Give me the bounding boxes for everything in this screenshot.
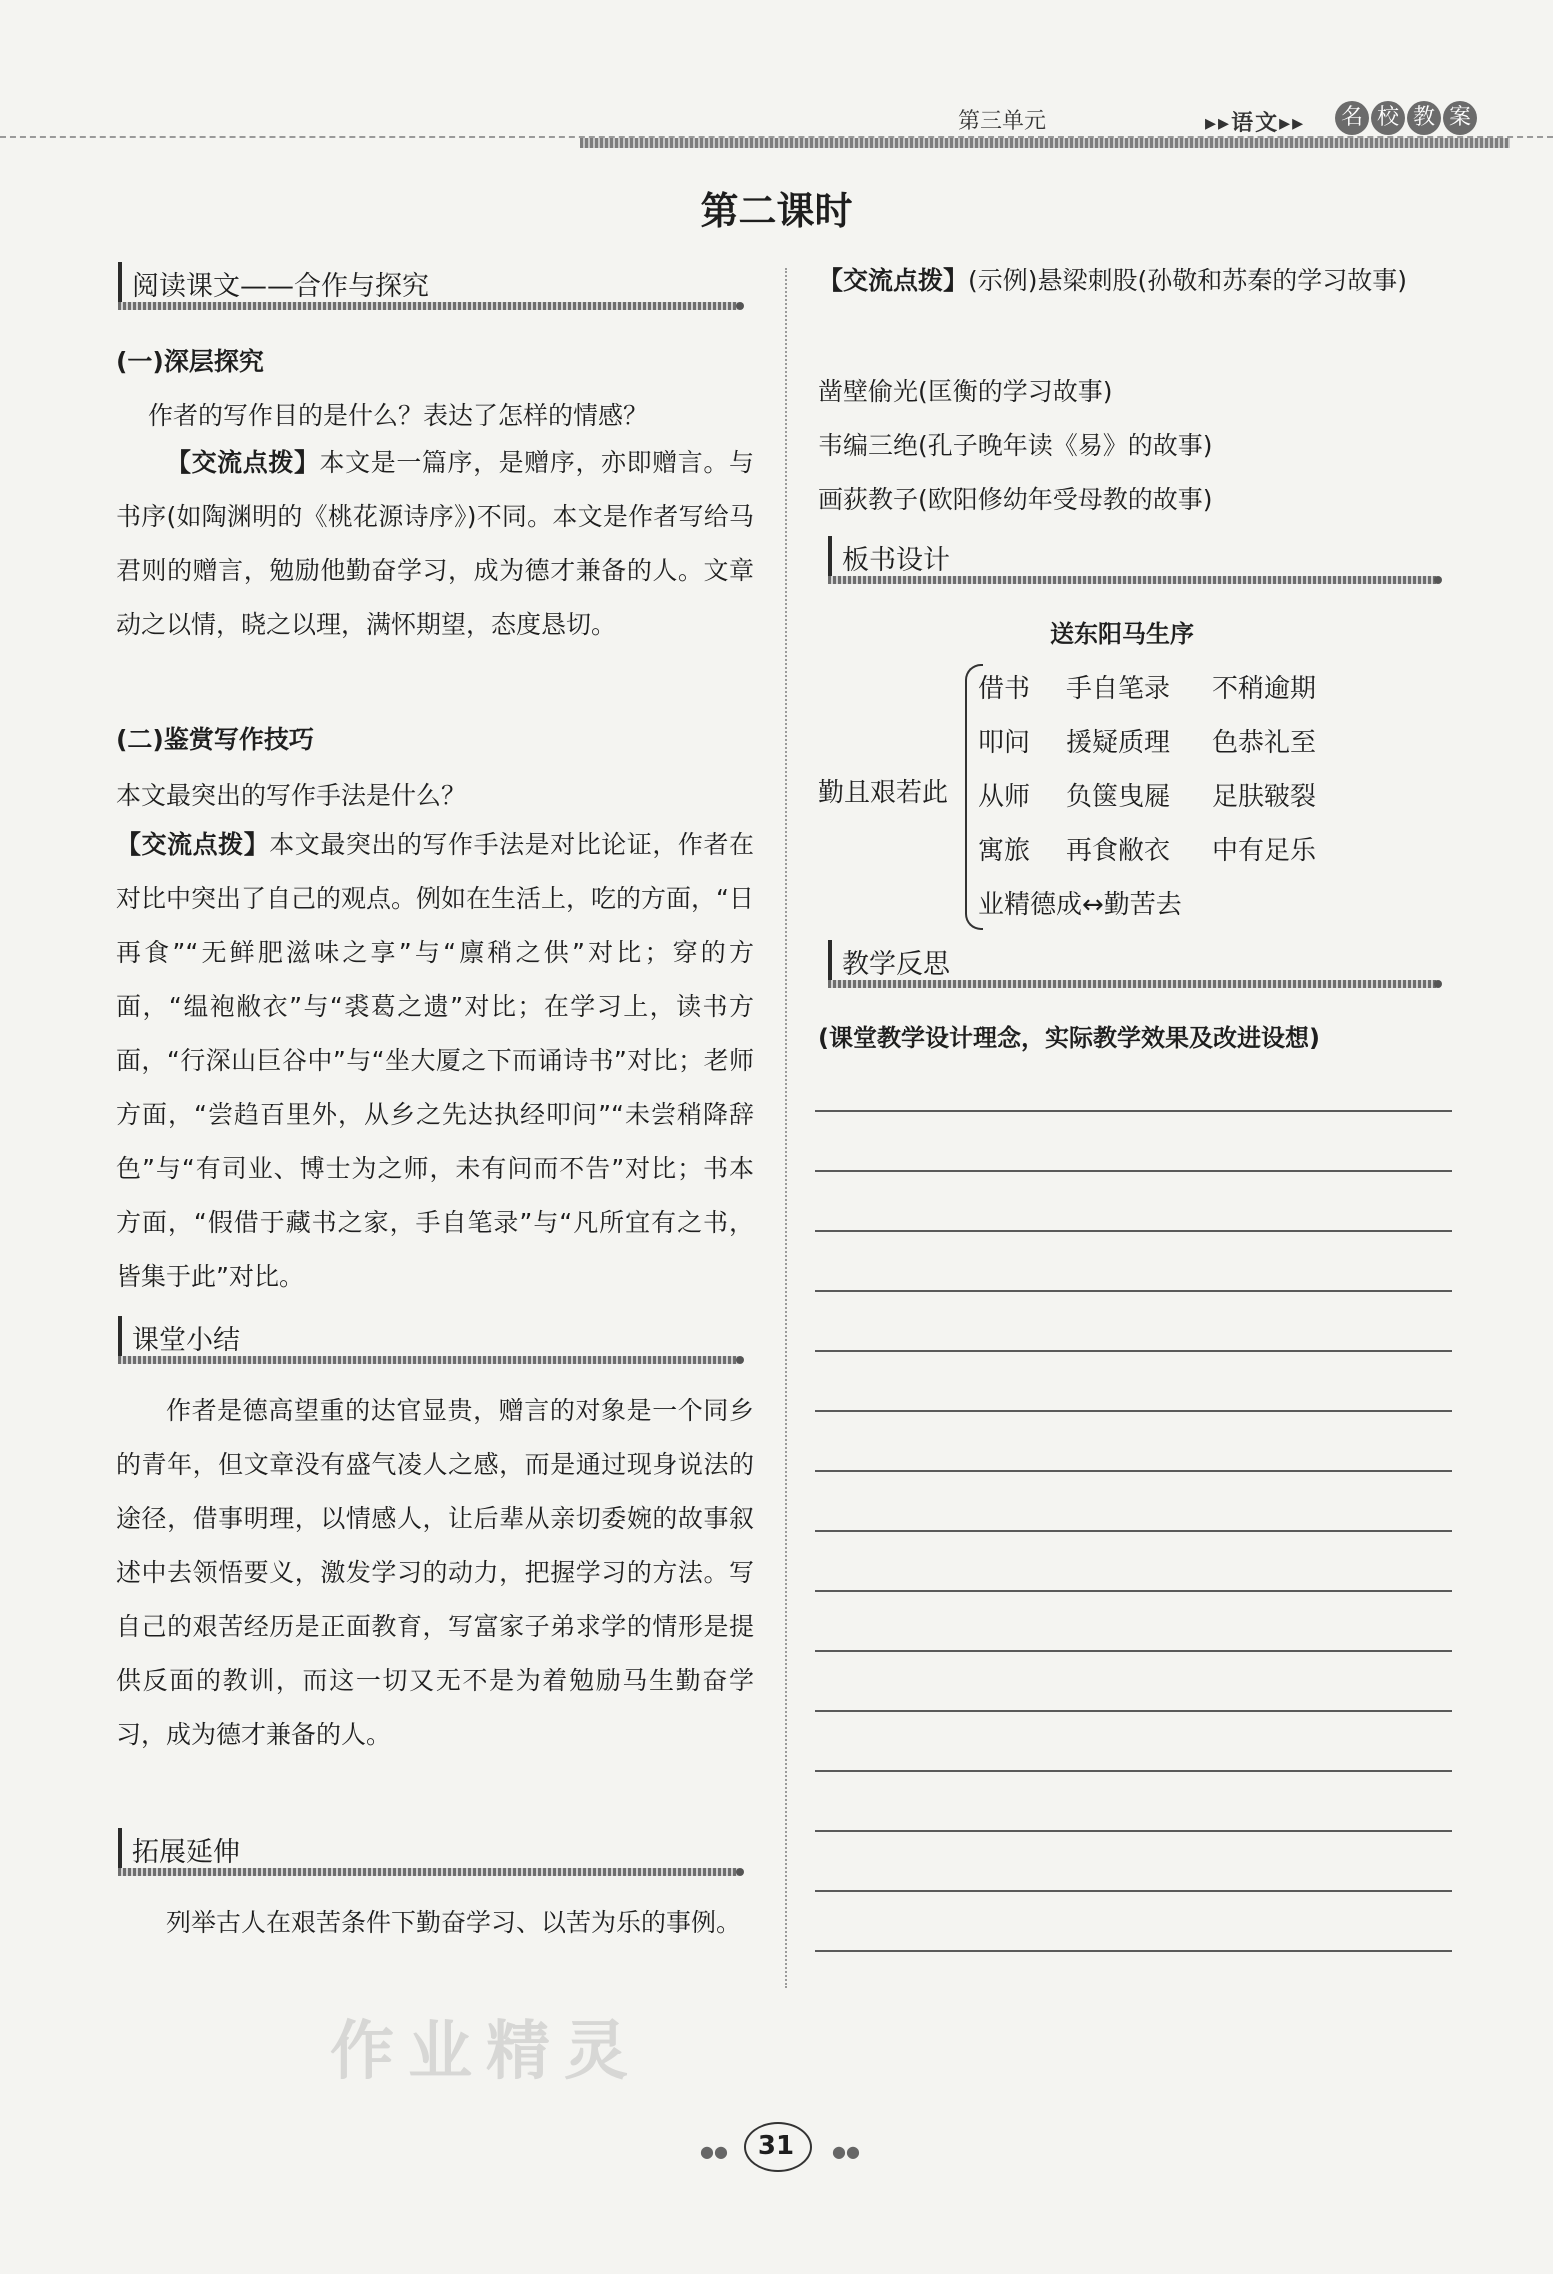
extension-text: 列举古人在艰苦条件下勤奋学习、以苦为乐的事例。 (166, 1908, 742, 1937)
writing-line[interactable] (815, 1290, 1452, 1292)
board-main-theme: 勤且艰若此 (818, 778, 949, 808)
part2-heading: (二)鉴赏写作技巧 (116, 725, 314, 754)
writing-line[interactable] (815, 1170, 1452, 1172)
part2-question: 本文最突出的写作手法是什么？ (116, 781, 467, 810)
part1-heading: (一)深层探究 (116, 347, 264, 376)
writing-line[interactable] (815, 1710, 1452, 1712)
answer-tag: 【交流点拨】 (818, 266, 969, 295)
board-title: 送东阳马生序 (1050, 620, 1194, 648)
answer-text: 本文是一篇序，是赠序，亦即赠言。与书序(如陶渊明的《桃花源诗序》)不同。本文是作者写给马君则的赠言，勉励他勤奋学习，成为德才兼备的人。文章动之以情，晓之以理，满怀期望，态度恳切。 (116, 448, 754, 639)
writing-line[interactable] (815, 1230, 1452, 1232)
writing-line[interactable] (815, 1770, 1452, 1772)
column-divider (785, 268, 787, 1988)
brand-char: 教 (1407, 101, 1441, 135)
writing-line[interactable] (815, 1590, 1452, 1592)
example-item: 韦编三绝(孔子晚年读《易》的故事) (818, 431, 1213, 460)
page-deco-left: ●● (700, 2142, 728, 2161)
header-band (580, 138, 1510, 148)
writing-line[interactable] (815, 1650, 1452, 1652)
section-title: 教学反思 (842, 949, 950, 980)
summary-text: 作者是德高望重的达官显贵，赠言的对象是一个同乡的青年，但文章没有盛气凌人之感，而是通过现身说法的途径，借事明理，以情感人，让后辈从亲切委婉的故事叙述中去领悟要义，激发学习的动力，把握学习的方法。写自己的艰苦经历是正面教育，写富家子弟求学的情形是提供反面的教训，而这一切又无不是为着勉励马生勤奋学习，成为德才兼备的人。 (116, 1396, 754, 1749)
writing-line[interactable] (815, 1950, 1452, 1952)
header-subject: ▸▸语文▸▸ (1205, 111, 1306, 136)
section-title: 板书设计 (842, 545, 950, 576)
answer-tag: 【交流点拨】 (116, 830, 270, 859)
writing-line[interactable] (815, 1830, 1452, 1832)
writing-line[interactable] (815, 1110, 1452, 1112)
example-item: (示例)悬梁刺股(孙敬和苏秦的学习故事) (968, 266, 1408, 295)
part1-question: 作者的写作目的是什么？表达了怎样的情感？ (148, 401, 649, 430)
example-item: 画荻教子(欧阳修幼年受母教的故事) (818, 485, 1213, 514)
reflection-prompt: (课堂教学设计理念，实际教学效果及改进设想) (818, 1024, 1320, 1052)
brand-char: 校 (1371, 101, 1405, 135)
writing-line[interactable] (815, 1530, 1452, 1532)
part1-answer (116, 436, 754, 652)
brand-char: 名 (1335, 101, 1369, 135)
header-brand-badge (1335, 101, 1477, 135)
page-number: 31 (726, 2122, 826, 2170)
section-title: 课堂小结 (132, 1325, 240, 1356)
examples-intro (818, 254, 1458, 308)
page-title: 第二课时 (700, 189, 853, 233)
section-title: 拓展延伸 (132, 1837, 240, 1868)
writing-line[interactable] (815, 1470, 1452, 1472)
writing-line[interactable] (815, 1410, 1452, 1412)
example-item: 凿壁偷光(匡衡的学习故事) (818, 377, 1113, 406)
header-unit: 第三单元 (958, 109, 1047, 134)
brand-char: 案 (1443, 101, 1477, 135)
answer-tag: 【交流点拨】 (166, 448, 320, 477)
watermark: 作业精灵 (330, 2015, 642, 2089)
page-deco-right: ●● (832, 2142, 860, 2161)
part2-answer (116, 818, 754, 1304)
section-title: 阅读课文——合作与探究 (132, 271, 429, 302)
writing-line[interactable] (815, 1350, 1452, 1352)
answer-text: 本文最突出的写作手法是对比论证，作者在对比中突出了自己的观点。例如在生活上，吃的方面，“日再食”“无鲜肥滋味之享”与“廪稍之供”对比；穿的方面，“缊袍敝衣”与“裘葛之遗”对比；在学习上，读书方面，“行深山巨谷中”与“坐大厦之下而诵诗书”对比；老师方面，“尝趋百里外，从乡之先达执经叩问”“未尝稍降辞色”与“有司业、博士为之师，未有问而不告”对比；书本方面，“假借于藏书之家，手自笔录”与“凡所宜有之书，皆集于此”对比。 (116, 830, 754, 1291)
writing-line[interactable] (815, 1890, 1452, 1892)
